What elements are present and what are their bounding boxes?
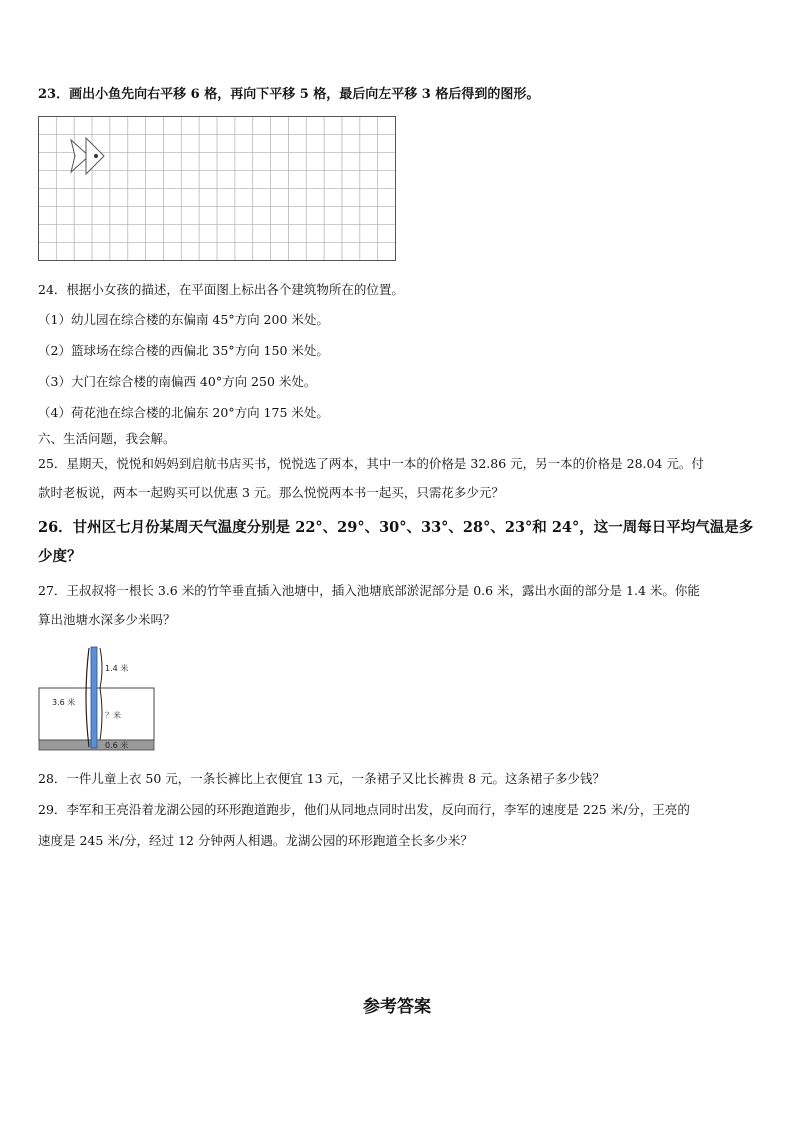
top-length-brace xyxy=(100,648,102,688)
q24-item-4: （4）荷花池在综合楼的北偏东 20°方向 175 米处。 xyxy=(38,405,329,420)
answers-title: 参考答案 xyxy=(363,997,431,1017)
q27-line-1: 27．王叔叔将一根长 3.6 米的竹竿垂直插入池塘中，插入池塘底部淤泥部分是 0.6 米，露出水面的部分是 1.4 米。你能 xyxy=(38,583,700,598)
fish-icon xyxy=(71,138,104,174)
q24-text: 24．根据小女孩的描述，在平面图上标出各个建筑物所在的位置。 xyxy=(38,282,404,297)
q23-text: 23．画出小鱼先向右平移 6 格，再向下平移 5 格，最后向左平移 3 格后得到的图形。 xyxy=(38,87,540,102)
q25-line-1: 25．星期天，悦悦和妈妈到启航书店买书，悦悦选了两本，其中一本的价格是 32.86 元，另一本的价格是 28.04 元。付 xyxy=(38,456,704,471)
q29-line-2: 速度是 245 米/分，经过 12 分钟两人相遇。龙湖公园的环形跑道全长多少米？ xyxy=(38,833,473,848)
label-water: ？米 xyxy=(105,711,121,720)
q24-item-3: （3）大门在综合楼的南偏西 40°方向 250 米处。 xyxy=(38,374,317,389)
q24-item-2: （2）篮球场在综合楼的西偏北 35°方向 150 米处。 xyxy=(38,343,329,358)
q27-line-2: 算出池塘水深多少米吗？ xyxy=(38,612,176,627)
section-title: 六、生活问题，我会解。 xyxy=(38,431,176,446)
q24-item-1: （1）幼儿园在综合楼的东偏南 45°方向 200 米处。 xyxy=(38,312,329,327)
q27-pond-figure xyxy=(38,644,158,752)
label-top: 1.4 米 xyxy=(105,664,129,673)
bamboo-pole xyxy=(91,647,97,748)
q29-line-1: 29．李军和王亮沿着龙湖公园的环形跑道跑步，他们从同地点同时出发，反向而行，李军的速度是 225 米/分，王亮的 xyxy=(38,802,690,817)
label-mud: 0.6 米 xyxy=(105,741,129,750)
label-total: 3.6 米 xyxy=(52,698,76,707)
q28-text: 28．一件儿童上衣 50 元，一条长裤比上衣便宜 13 元，一条裙子又比长裤贵 8 元。这条裙子多少钱？ xyxy=(38,771,606,786)
q26-line-2: 少度？ xyxy=(38,548,82,565)
q26-line-1: 26．甘州区七月份某周天气温度分别是 22°、29°、30°、33°、28°、23°和 24°，这一周每日平均气温是多 xyxy=(38,519,754,536)
q23-grid-figure xyxy=(38,116,398,262)
q25-line-2: 款时老板说，两本一起购买可以优惠 3 元。那么悦悦两本书一起买，只需花多少元？ xyxy=(38,485,504,500)
